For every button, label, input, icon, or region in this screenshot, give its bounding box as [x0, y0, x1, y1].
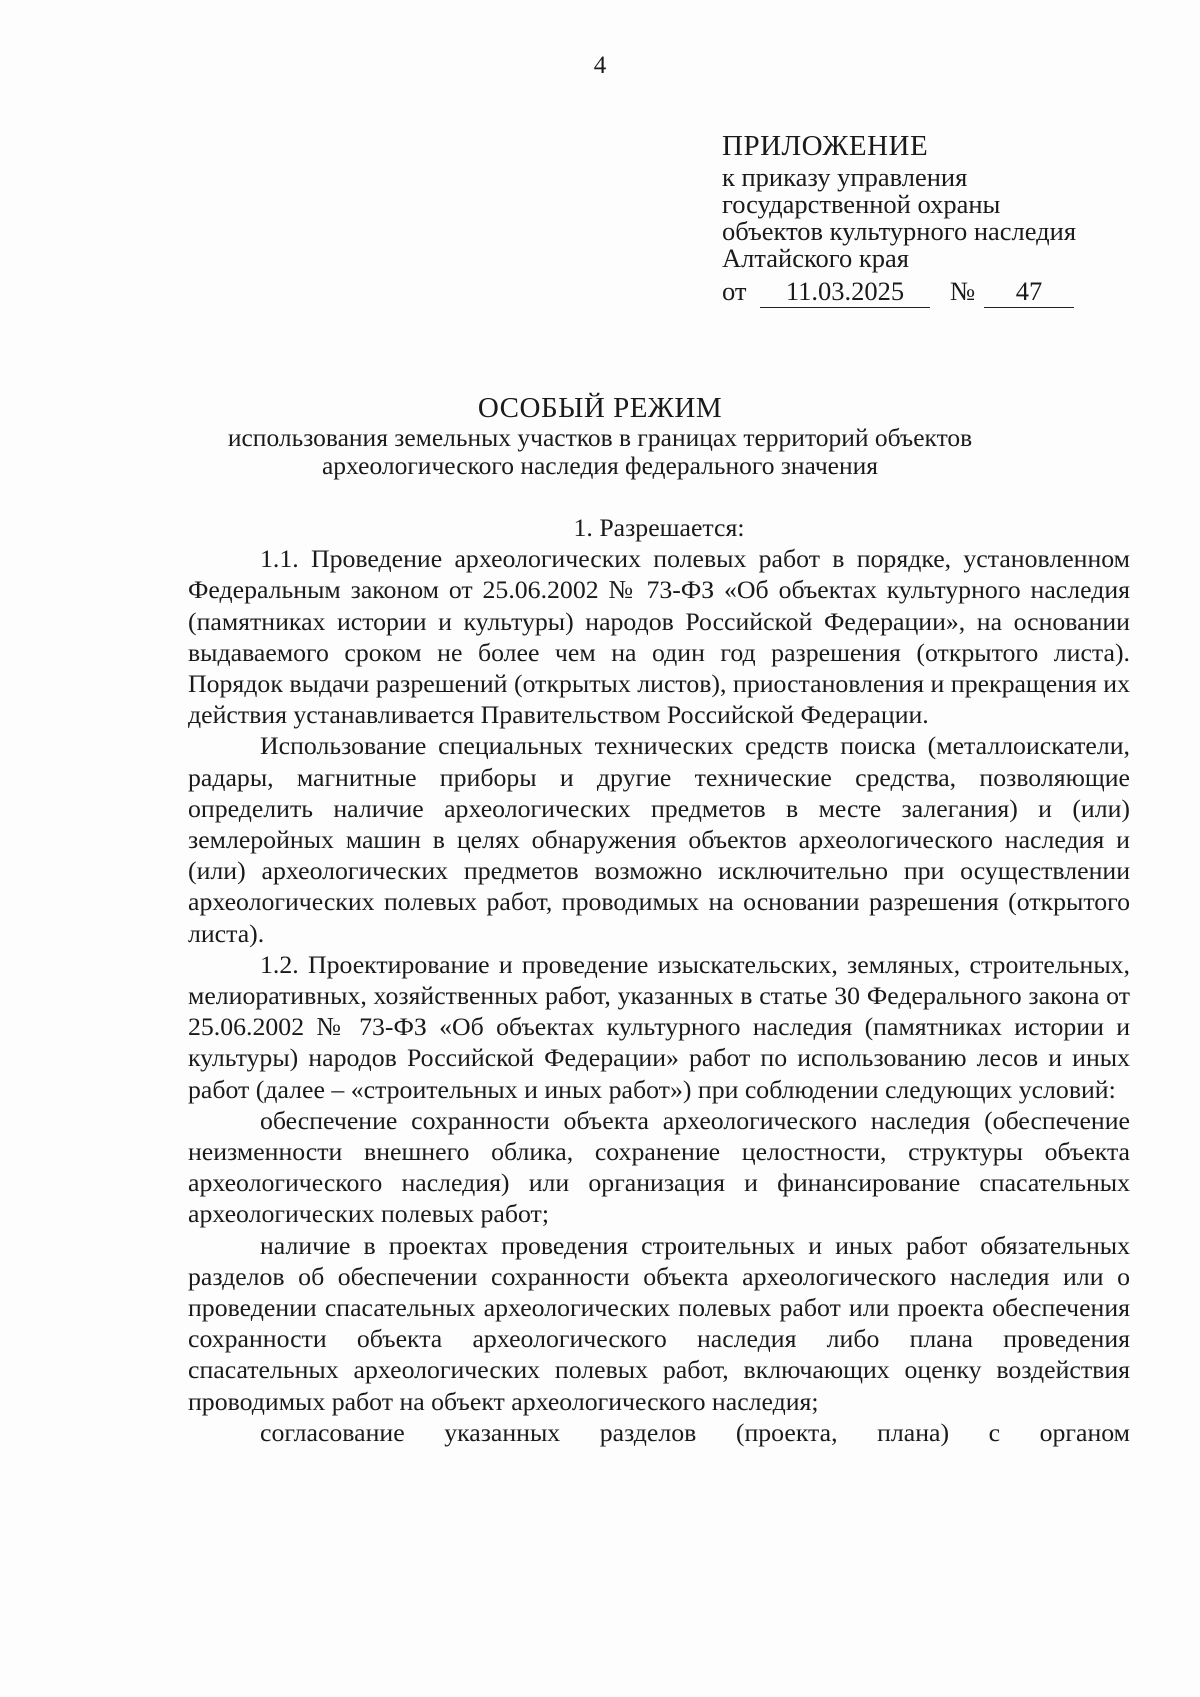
order-date-number-row — [722, 278, 1162, 314]
appendix-line: к приказу управления — [722, 162, 968, 192]
appendix-line: государственной охраны — [722, 189, 1001, 219]
appendix-title: ПРИЛОЖЕНИЕ — [722, 130, 929, 162]
date-label: от — [722, 276, 747, 306]
document-title: ОСОБЫЙ РЕЖИМ — [477, 392, 723, 424]
number-label: № — [950, 276, 976, 306]
order-number: 47 — [984, 278, 1074, 308]
paragraph: 1.1. Проведение археологических полевых работ в порядке, установленном Федеральным законом от 25.06.2002 № 73-ФЗ «Об объектах культурного наследия (памятниках истории и культуры) народов Российской Федерации», на основании выдаваемого сроком не более чем на один год разрешения (открытого листа). Порядок выдачи разрешений (открытых листов), приостановления и прекращения их действия устанавливается Правительством Российской Федерации. — [188, 544, 1130, 730]
page-number: 4 — [593, 52, 607, 79]
section-heading: 1. Разрешается: — [573, 513, 745, 542]
paragraph: согласование указанных разделов (проекта, плана) с органом — [260, 1417, 1130, 1447]
appendix-block — [722, 130, 1162, 314]
appendix-line: объектов культурного наследия — [722, 216, 1077, 246]
document-body — [188, 512, 1130, 1448]
paragraph: наличие в проектах проведения строительных и иных работ обязательных разделов об обеспечении сохранности объекта археологического наследия или о проведении спасательных археологических полевых работ или проекта обеспечения сохранности объекта археологического наследия либо плана проведения спасательных археологических полевых работ, включающих оценку воздействия проводимых работ на объект археологического наследия; — [188, 1230, 1130, 1416]
paragraph: Использование специальных технических средств поиска (металлоискатели, радары, магнитные приборы и другие технические средства, позволяющие определить наличие археологических предметов в месте залегания) и (или) землеройных машин в целях обнаружения объектов археологического наследия и (или) археологических предметов возможно исключительно при осуществлении археологических полевых работ, проводимых на основании разрешения (открытого листа). — [188, 731, 1130, 948]
paragraph: 1.2. Проектирование и проведение изыскательских, земляных, строительных, мелиоративных, хозяйственных работ, указанных в статье 30 Федерального закона от 25.06.2002 № 73-ФЗ «Об объектах культурного наследия (памятниках истории и культуры) народов Российской Федерации» работ по использованию лесов и иных работ (далее – «строительных и иных работ») при соблюдении следующих условий: — [188, 949, 1130, 1104]
order-date: 11.03.2025 — [760, 278, 930, 308]
appendix-line: Алтайского края — [722, 243, 909, 273]
document-subtitle: использования земельных участков в границах территорий объектов археологического наследия федерального значения — [227, 423, 973, 480]
paragraph: обеспечение сохранности объекта археологического наследия (обеспечение неизменности внешнего облика, сохранение целостности, структуры объекта археологического наследия) или организация и финансирование спасательных археологических полевых работ; — [188, 1105, 1130, 1229]
